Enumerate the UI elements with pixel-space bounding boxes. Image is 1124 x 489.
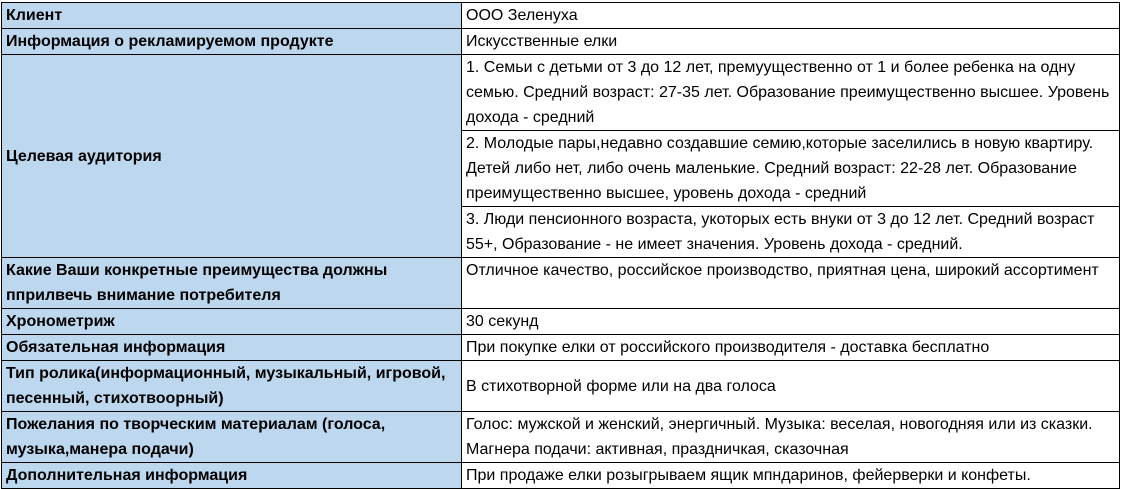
value-client: ООО Зеленуха bbox=[462, 3, 1120, 29]
label-timing: Хронометриж bbox=[2, 309, 462, 335]
value-audience-2: 2. Молодые пары,недавно создавшие семию,которые заселились в новую квартиру. Детей либо нет, либо очень маленькие. Средний возраст: 22-28 лет. Образование преимущественно высшее, уровень дохода - средний bbox=[462, 131, 1120, 207]
value-product: Искусственные елки bbox=[462, 29, 1120, 55]
value-clip-type: В стихотворной форме или на два голоса bbox=[462, 361, 1120, 412]
label-mandatory: Обязательная информация bbox=[2, 335, 462, 361]
value-advantages: Отличное качество, российское производство, приятная цена, широкий ассортимент bbox=[462, 258, 1120, 309]
label-additional: Дополнительная информация bbox=[2, 463, 462, 489]
table-row-client bbox=[2, 3, 1120, 29]
value-mandatory: При покупке елки от российского производителя - доставка бесплатно bbox=[462, 335, 1120, 361]
value-audience-1: 1. Семьи с детьми от 3 до 12 лет, премуущественно от 1 и более ребенка на одну семью. Средний возраст: 27-35 лет. Образование преимущественно высшее. Уровень дохода - средний bbox=[462, 55, 1120, 131]
value-timing: 30 секунд bbox=[462, 309, 1120, 335]
table-row-creative bbox=[2, 412, 1120, 463]
label-client: Клиент bbox=[2, 3, 462, 29]
value-additional: При продаже елки розыгрываем ящик мпндаринов, фейерверки и конфеты. bbox=[462, 463, 1120, 489]
table-row-product bbox=[2, 29, 1120, 55]
brief-table bbox=[1, 2, 1120, 489]
table-row-advantages bbox=[2, 258, 1120, 309]
label-audience: Целевая аудитория bbox=[2, 55, 462, 258]
label-creative: Пожелания по творческим материалам (голоса, музыка,манера подачи) bbox=[2, 412, 462, 463]
label-clip-type: Тип ролика(информационный, музыкальный, игровой, песенный, стихотвоорный) bbox=[2, 361, 462, 412]
table-row-audience bbox=[2, 55, 1120, 131]
value-audience-3: 3. Люди пенсионного возраста, укоторых есть внуки от 3 до 12 лет. Средний возраст 55+, Образование - не имеет значения. Уровень дохода - средний. bbox=[462, 207, 1120, 258]
table-row-mandatory bbox=[2, 335, 1120, 361]
table-row-timing bbox=[2, 309, 1120, 335]
table-row-additional bbox=[2, 463, 1120, 489]
label-advantages: Какие Ваши конкретные преимущества должны пприлвечь внимание потребителя bbox=[2, 258, 462, 309]
value-creative: Голос: мужской и женский, энергичный. Музыка: веселая, новогодняя или из сказки. Магнера подачи: активная, праздничкая, сказочная bbox=[462, 412, 1120, 463]
label-product: Информация о рекламируемом продукте bbox=[2, 29, 462, 55]
table-row-clip-type bbox=[2, 361, 1120, 412]
